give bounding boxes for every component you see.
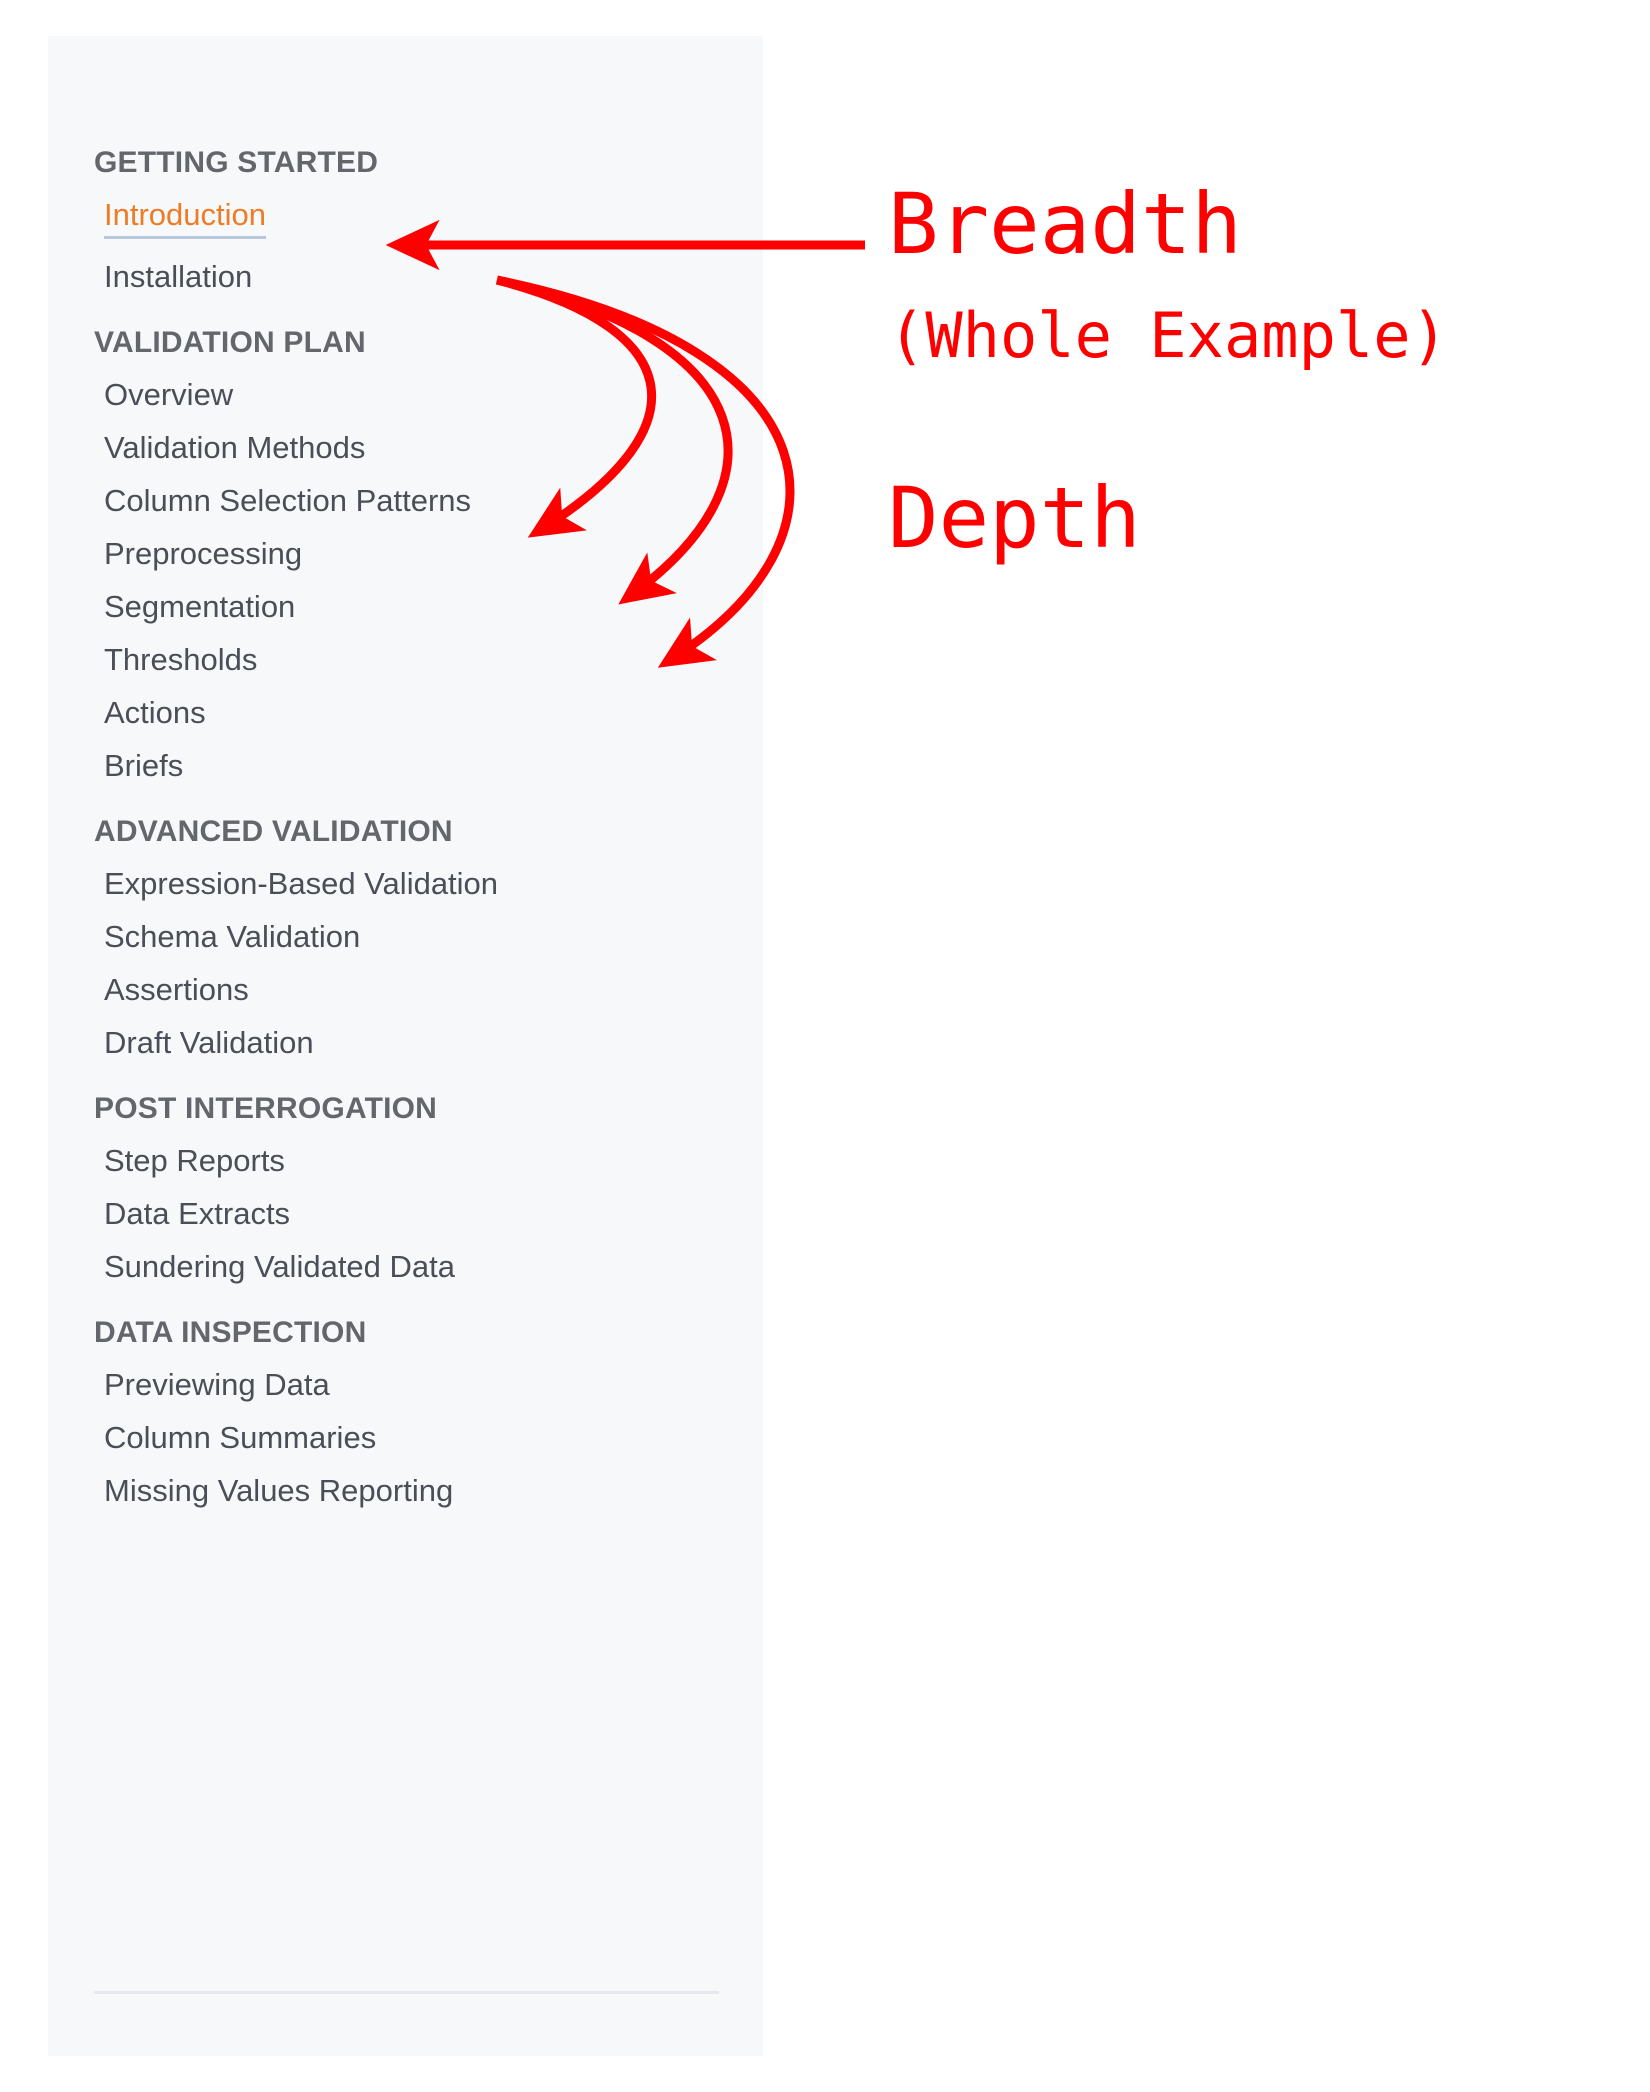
sidebar-item-draft-validation[interactable]: Draft Validation: [104, 1025, 314, 1060]
sidebar-item-expression-based-validation[interactable]: Expression-Based Validation: [104, 866, 499, 901]
sidebar-item-previewing-data[interactable]: Previewing Data: [104, 1367, 330, 1402]
sidebar-item-column-summaries[interactable]: Column Summaries: [104, 1420, 377, 1455]
breadth-sublabel: (Whole Example): [888, 299, 1448, 372]
section-title-advanced-validation: ADVANCED VALIDATION: [94, 815, 453, 848]
sidebar-item-briefs[interactable]: Briefs: [104, 748, 184, 783]
nav-section-post-interrogation: [48, 1092, 763, 1282]
section-title-getting-started: GETTING STARTED: [94, 146, 379, 179]
sidebar-item-assertions[interactable]: Assertions: [104, 972, 249, 1007]
sidebar-item-missing-values-reporting[interactable]: Missing Values Reporting: [104, 1473, 454, 1508]
sidebar-item-overview[interactable]: Overview: [104, 377, 234, 412]
section-title-post-interrogation: POST INTERROGATION: [94, 1092, 438, 1125]
section-title-data-inspection: DATA INSPECTION: [94, 1316, 367, 1349]
sidebar-item-sundering-validated-data[interactable]: Sundering Validated Data: [104, 1249, 456, 1284]
sidebar-item-thresholds[interactable]: Thresholds: [104, 642, 258, 677]
nav-section-data-inspection: [48, 1316, 763, 1506]
breadth-label: Breadth: [888, 175, 1243, 273]
sidebar-item-preprocessing[interactable]: Preprocessing: [104, 536, 303, 571]
section-title-validation-plan: VALIDATION PLAN: [94, 326, 366, 359]
sidebar-item-actions[interactable]: Actions: [104, 695, 206, 730]
sidebar-item-step-reports[interactable]: Step Reports: [104, 1143, 285, 1178]
sidebar-item-validation-methods[interactable]: Validation Methods: [104, 430, 366, 465]
depth-label: Depth: [888, 469, 1141, 567]
sidebar-item-segmentation[interactable]: Segmentation: [104, 589, 296, 624]
sidebar-item-schema-validation[interactable]: Schema Validation: [104, 919, 361, 954]
nav-section-validation-plan: [48, 326, 763, 781]
sidebar-item-installation[interactable]: Installation: [104, 259, 253, 294]
sidebar-divider: [94, 1991, 719, 1994]
nav-section-advanced-validation: [48, 815, 763, 1058]
docs-sidebar: [48, 36, 763, 2056]
sidebar-item-data-extracts[interactable]: Data Extracts: [104, 1196, 291, 1231]
nav-section-getting-started: [48, 146, 763, 292]
sidebar-item-column-selection-patterns[interactable]: Column Selection Patterns: [104, 483, 472, 518]
sidebar-item-introduction[interactable]: Introduction: [104, 199, 266, 239]
